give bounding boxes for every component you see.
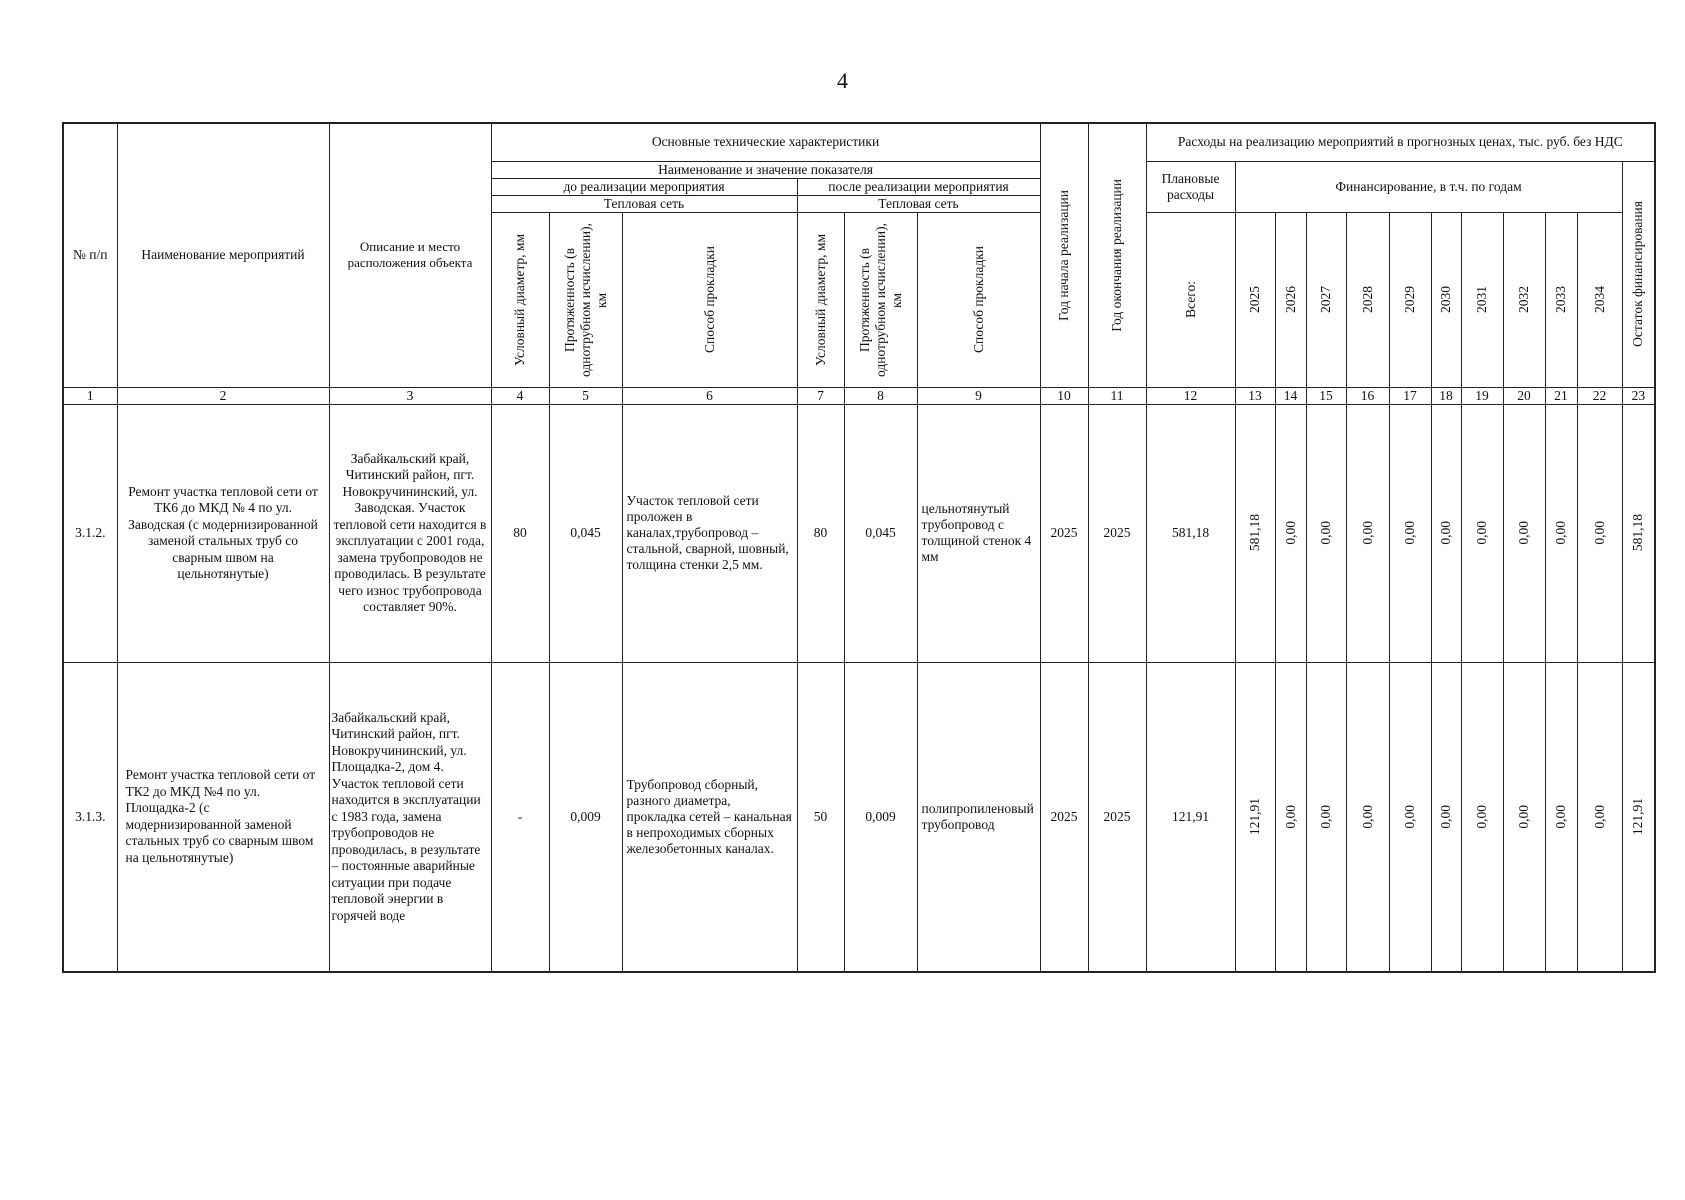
row-year-end: 2025	[1088, 404, 1146, 662]
column-number: 1	[63, 387, 117, 404]
investment-table	[62, 122, 1656, 973]
row-year-value: 121,91	[1235, 662, 1275, 972]
row-diameter-after: 80	[797, 404, 844, 662]
table-row	[63, 404, 1655, 662]
header-year-end: Год окончания реализации	[1088, 123, 1146, 387]
row-method-before: Участок тепловой сети проложен в каналах,трубопровод – стальной, сварной, шовный, толщина стенки 2,5 мм.	[622, 404, 797, 662]
header-expenses: Расходы на реализацию мероприятий в прогнозных ценах, тыс. руб. без НДС	[1146, 123, 1655, 161]
row-year-value: 0,00	[1503, 662, 1545, 972]
column-number: 8	[844, 387, 917, 404]
column-number: 11	[1088, 387, 1146, 404]
header-after: после реализации мероприятия	[797, 178, 1040, 195]
column-number: 12	[1146, 387, 1235, 404]
header-year: 2027	[1306, 212, 1346, 387]
header-tech: Основные технические характеристики	[491, 123, 1040, 161]
row-total: 581,18	[1146, 404, 1235, 662]
header-num: № п/п	[63, 123, 117, 387]
header-year: 2033	[1545, 212, 1577, 387]
column-number: 13	[1235, 387, 1275, 404]
row-year-value: 0,00	[1346, 662, 1389, 972]
header-year: 2025	[1235, 212, 1275, 387]
column-number: 10	[1040, 387, 1088, 404]
column-number: 19	[1461, 387, 1503, 404]
header-diameter-after: Условный диаметр, мм	[797, 212, 844, 387]
header-year: 2030	[1431, 212, 1461, 387]
row-year-value: 0,00	[1275, 662, 1306, 972]
header-before: до реализации мероприятия	[491, 178, 797, 195]
column-number: 15	[1306, 387, 1346, 404]
row-year-value: 581,18	[1235, 404, 1275, 662]
column-number: 7	[797, 387, 844, 404]
row-year-value: 0,00	[1431, 404, 1461, 662]
column-number-row	[63, 387, 1655, 404]
row-year-end: 2025	[1088, 662, 1146, 972]
header-year: 2031	[1461, 212, 1503, 387]
row-length-after: 0,009	[844, 662, 917, 972]
row-diameter-before: 80	[491, 404, 549, 662]
header-length-after: Протяженность (в однотрубном исчислении), км	[844, 212, 917, 387]
row-method-after: цельнотянутый трубопровод с толщиной стенок 4 мм	[917, 404, 1040, 662]
header-planned: Плановые расходы	[1146, 161, 1235, 212]
row-year-value: 0,00	[1306, 404, 1346, 662]
row-diameter-before: -	[491, 662, 549, 972]
column-number: 2	[117, 387, 329, 404]
column-number: 21	[1545, 387, 1577, 404]
row-year-start: 2025	[1040, 662, 1088, 972]
row-year-value: 0,00	[1389, 662, 1431, 972]
row-num: 3.1.3.	[63, 662, 117, 972]
row-length-before: 0,009	[549, 662, 622, 972]
row-name: Ремонт участка тепловой сети от ТК2 до МКД №4 по ул. Площадка-2 (с модернизированной заменой стальных труб со сварным швом на цельнотянутые)	[117, 662, 329, 972]
row-year-value: 0,00	[1545, 404, 1577, 662]
row-desc: Забайкальский край, Читинский район, пгт. Новокручининский, ул. Заводская. Участок тепловой сети находится в эксплуатации с 2001 года, замена трубопроводов не проводилась. В результате чего износ трубопровода составляет 90%.	[329, 404, 491, 662]
header-method-after: Способ прокладки	[917, 212, 1040, 387]
column-number: 5	[549, 387, 622, 404]
header-indicator: Наименование и значение показателя	[491, 161, 1040, 178]
page-number: 4	[837, 68, 848, 93]
row-year-value: 0,00	[1306, 662, 1346, 972]
row-year-value: 0,00	[1577, 404, 1622, 662]
header-year: 2026	[1275, 212, 1306, 387]
header-year-start: Год начала реализации	[1040, 123, 1088, 387]
row-length-after: 0,045	[844, 404, 917, 662]
row-year-value: 0,00	[1346, 404, 1389, 662]
row-year-value: 0,00	[1389, 404, 1431, 662]
row-year-value: 0,00	[1461, 404, 1503, 662]
column-number: 9	[917, 387, 1040, 404]
row-year-value: 0,00	[1431, 662, 1461, 972]
header-network-after: Тепловая сеть	[797, 195, 1040, 212]
table-row	[63, 662, 1655, 972]
column-number: 3	[329, 387, 491, 404]
row-remainder: 121,91	[1622, 662, 1655, 972]
row-method-before: Трубопровод сборный, разного диаметра, прокладка сетей – канальная в непроходимых сборных железобетонных каналах.	[622, 662, 797, 972]
row-year-start: 2025	[1040, 404, 1088, 662]
row-desc: Забайкальский край, Читинский район, пгт. Новокручининский, ул. Площадка-2, дом 4. Участок тепловой сети находится в эксплуатации с 1983 года, замена трубопроводов не проводилась, в результате – постоянные аварийные ситуации при подаче тепловой энергии в горячей воде	[329, 662, 491, 972]
row-year-value: 0,00	[1275, 404, 1306, 662]
row-method-after: полипропиленовый трубопровод	[917, 662, 1040, 972]
header-year: 2034	[1577, 212, 1622, 387]
row-total: 121,91	[1146, 662, 1235, 972]
header-diameter-before: Условный диаметр, мм	[491, 212, 549, 387]
column-number: 18	[1431, 387, 1461, 404]
header-length-before: Протяженность (в однотрубном исчислении), км	[549, 212, 622, 387]
column-number: 22	[1577, 387, 1622, 404]
row-num: 3.1.2.	[63, 404, 117, 662]
column-number: 23	[1622, 387, 1655, 404]
header-year: 2028	[1346, 212, 1389, 387]
header-name: Наименование мероприятий	[117, 123, 329, 387]
header-method-before: Способ прокладки	[622, 212, 797, 387]
row-year-value: 0,00	[1577, 662, 1622, 972]
column-number: 17	[1389, 387, 1431, 404]
header-financing: Финансирование, в т.ч. по годам	[1235, 161, 1622, 212]
column-number: 6	[622, 387, 797, 404]
header-total: Всего:	[1146, 212, 1235, 387]
column-number: 4	[491, 387, 549, 404]
header-desc: Описание и место расположения объекта	[329, 123, 491, 387]
row-diameter-after: 50	[797, 662, 844, 972]
header-network-before: Тепловая сеть	[491, 195, 797, 212]
column-number: 14	[1275, 387, 1306, 404]
row-length-before: 0,045	[549, 404, 622, 662]
row-year-value: 0,00	[1503, 404, 1545, 662]
row-remainder: 581,18	[1622, 404, 1655, 662]
row-year-value: 0,00	[1461, 662, 1503, 972]
header-year: 2032	[1503, 212, 1545, 387]
header-year: 2029	[1389, 212, 1431, 387]
row-year-value: 0,00	[1545, 662, 1577, 972]
column-number: 20	[1503, 387, 1545, 404]
row-name: Ремонт участка тепловой сети от ТК6 до МКД № 4 по ул. Заводская (с модернизированной заменой стальных труб со сварным швом на цельнотянутые)	[117, 404, 329, 662]
header-remainder: Остаток финансирования	[1622, 161, 1655, 387]
column-number: 16	[1346, 387, 1389, 404]
